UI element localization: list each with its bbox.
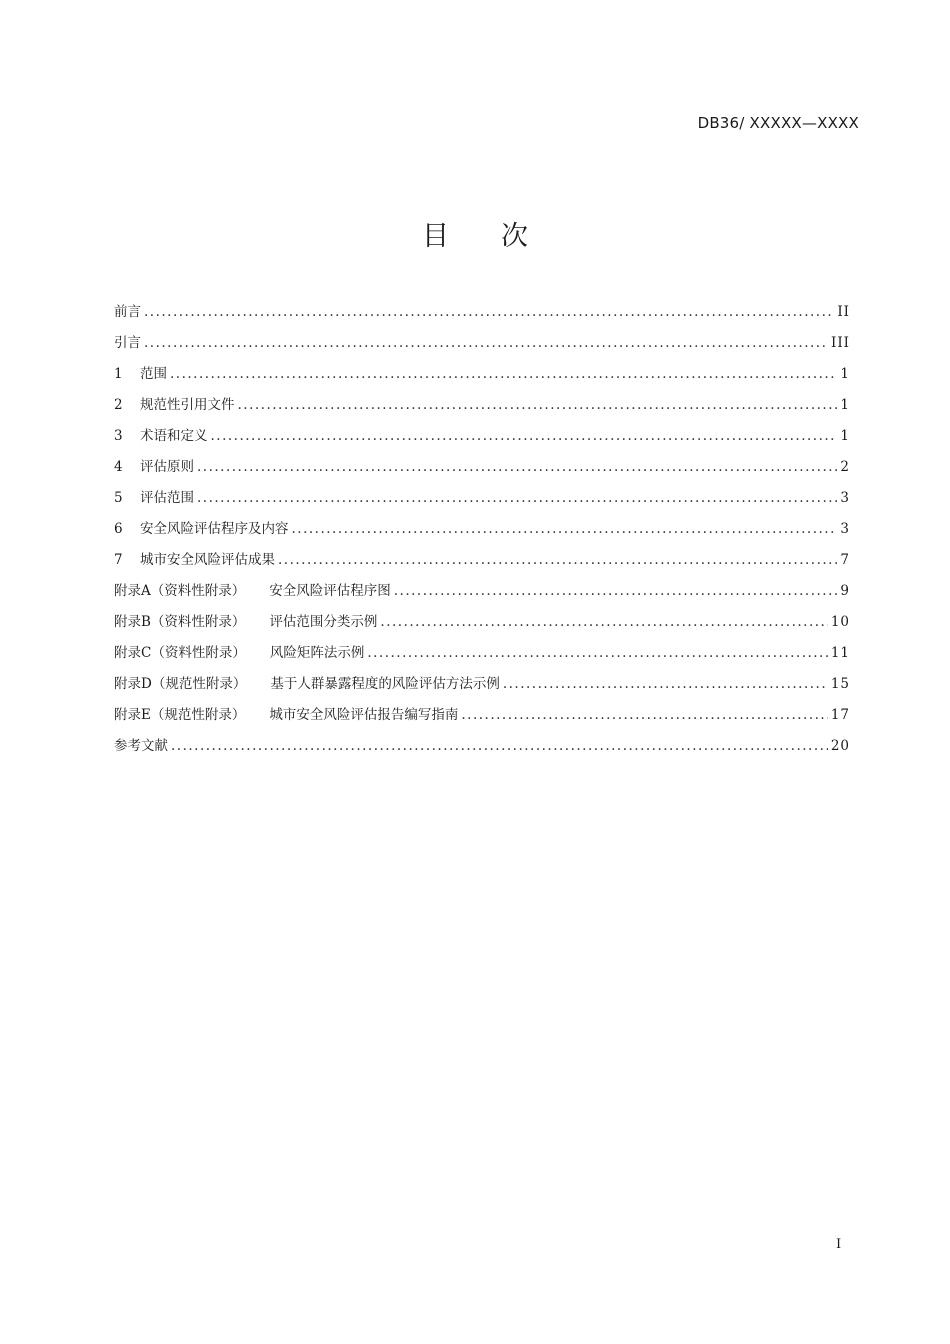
toc-dot-leader bbox=[170, 366, 837, 382]
toc-entry[interactable] bbox=[114, 486, 850, 517]
toc-entry-page: 1 bbox=[840, 397, 850, 413]
toc-entry-page: 11 bbox=[830, 645, 850, 661]
page-title bbox=[0, 214, 950, 253]
toc-entry[interactable] bbox=[114, 300, 850, 331]
toc-entry[interactable] bbox=[114, 734, 850, 765]
toc-entry-label: 安全风险评估程序及内容 bbox=[140, 521, 289, 537]
toc-dot-leader bbox=[503, 676, 828, 692]
toc-entry-page: III bbox=[831, 335, 850, 351]
toc-entry[interactable] bbox=[114, 424, 850, 455]
toc-entry-appendix-prefix: 附录D（规范性附录） bbox=[114, 676, 247, 692]
toc-entry-number: 6 bbox=[114, 521, 123, 537]
toc-entry-label: 前言 bbox=[114, 304, 141, 320]
toc-entry[interactable] bbox=[114, 455, 850, 486]
toc-entry-appendix-prefix: 附录C（资料性附录） bbox=[114, 645, 246, 661]
title-char-right: 次 bbox=[501, 221, 528, 252]
toc-entry-label: 范围 bbox=[140, 366, 167, 382]
toc-dot-leader bbox=[292, 521, 838, 537]
toc-entry-number: 3 bbox=[114, 428, 123, 444]
title-char-left: 目 bbox=[422, 221, 449, 252]
toc-entry[interactable] bbox=[114, 703, 850, 734]
toc-entry-page: 3 bbox=[840, 490, 850, 506]
toc-entry-page: 9 bbox=[840, 583, 850, 599]
toc-dot-leader bbox=[144, 304, 834, 320]
toc-entry-label: 规范性引用文件 bbox=[140, 397, 235, 413]
toc-entry-page: II bbox=[837, 304, 850, 320]
toc-dot-leader bbox=[367, 645, 827, 661]
toc-entry-page: 1 bbox=[840, 366, 850, 382]
toc-entry-label: 评估原则 bbox=[140, 459, 194, 475]
toc-entry[interactable] bbox=[114, 331, 850, 362]
toc-entry-appendix-prefix: 附录B（资料性附录） bbox=[114, 614, 246, 630]
toc-entry-page: 7 bbox=[840, 552, 850, 568]
toc-entry-number: 4 bbox=[114, 459, 123, 475]
toc-dot-leader bbox=[197, 490, 837, 506]
toc-dot-leader bbox=[211, 428, 838, 444]
toc-entry-label: 城市安全风险评估成果 bbox=[140, 552, 275, 568]
toc-entry-number: 1 bbox=[114, 366, 123, 382]
toc-entry-number: 7 bbox=[114, 552, 123, 568]
toc-dot-leader bbox=[394, 583, 838, 599]
toc-entry[interactable] bbox=[114, 393, 850, 424]
toc-entry[interactable] bbox=[114, 548, 850, 579]
toc-entry[interactable] bbox=[114, 641, 850, 672]
toc-entry-label: 评估范围 bbox=[140, 490, 194, 506]
toc-entry-page: 17 bbox=[830, 707, 850, 723]
toc-entry-label: 基于人群暴露程度的风险评估方法示例 bbox=[270, 676, 500, 692]
toc-entry-page: 3 bbox=[840, 521, 850, 537]
toc-entry-label: 引言 bbox=[114, 335, 141, 351]
toc-entry-label: 术语和定义 bbox=[140, 428, 208, 444]
toc-dot-leader bbox=[144, 335, 828, 351]
toc-entry-appendix-prefix: 附录A（资料性附录） bbox=[114, 583, 246, 599]
toc-dot-leader bbox=[238, 397, 838, 413]
toc-entry-label: 城市安全风险评估报告编写指南 bbox=[269, 707, 459, 723]
toc-entry-page: 10 bbox=[830, 614, 850, 630]
toc-entry-page: 20 bbox=[830, 738, 850, 754]
toc-entry[interactable] bbox=[114, 517, 850, 548]
toc-dot-leader bbox=[380, 614, 827, 630]
page-number: I bbox=[836, 1237, 842, 1252]
toc-entry[interactable] bbox=[114, 579, 850, 610]
toc-dot-leader bbox=[197, 459, 837, 475]
toc-dot-leader bbox=[278, 552, 837, 568]
toc-entry[interactable] bbox=[114, 362, 850, 393]
toc-dot-leader bbox=[171, 738, 828, 754]
toc-entry-label: 安全风险评估程序图 bbox=[269, 583, 391, 599]
table-of-contents bbox=[114, 300, 850, 765]
toc-entry-page: 15 bbox=[830, 676, 850, 692]
toc-entry[interactable] bbox=[114, 610, 850, 641]
toc-dot-leader bbox=[461, 707, 827, 723]
toc-entry-number: 5 bbox=[114, 490, 123, 506]
toc-entry-label: 参考文献 bbox=[114, 738, 168, 754]
toc-entry-label: 评估范围分类示例 bbox=[269, 614, 378, 630]
toc-entry-appendix-prefix: 附录E（规范性附录） bbox=[114, 707, 246, 723]
toc-entry-label: 风险矩阵法示例 bbox=[269, 645, 365, 661]
toc-entry[interactable] bbox=[114, 672, 850, 703]
toc-entry-page: 2 bbox=[840, 459, 850, 475]
toc-entry-number: 2 bbox=[114, 397, 123, 413]
toc-entry-page: 1 bbox=[840, 428, 850, 444]
document-code: DB36/ XXXXX—XXXX bbox=[697, 114, 859, 132]
